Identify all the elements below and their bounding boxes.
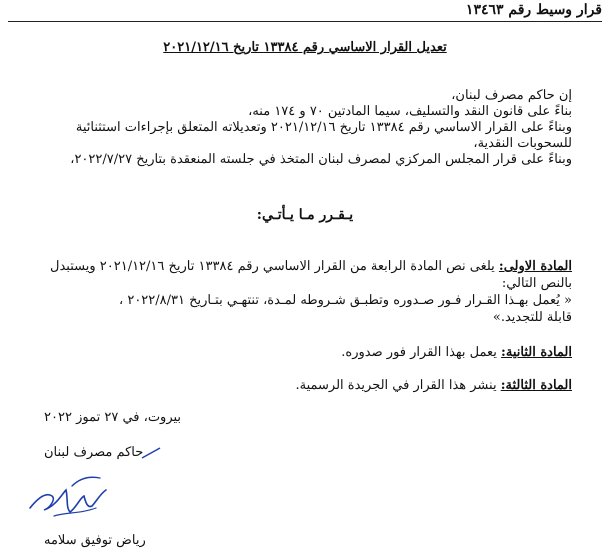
article-1-heading: المادة الاولى: — [498, 259, 572, 274]
article-3-heading: المادة الثالثة: — [500, 378, 572, 393]
article-1-line-3: « يُعمل بهـذا القـرار فـور صـدوره وتطبـق شـروطه لمـدة، تنتهـي بتـاريخ ٢٠٢٢/٨/٣١ ، — [119, 293, 572, 308]
decides-heading: يـقـرر مـا يـأتـي: — [256, 207, 354, 223]
decision-subtitle — [0, 40, 610, 56]
preamble-line-1: إن حاكم مصرف لبنان، — [451, 88, 572, 103]
article-2 — [341, 345, 572, 361]
article-3 — [295, 378, 572, 394]
article-3-text: ينشر هذا القرار في الجريدة الرسمية. — [295, 378, 497, 393]
article-1-line-2: بالنص التالي: — [501, 276, 572, 291]
decision-title: قرار وسيط رقم ١٣٤٦٣ — [465, 2, 602, 18]
preamble-line-2: بناءً على قانون النقد والتسليف، سيما المادتين ٧٠ و ١٧٤ منه، — [248, 104, 572, 119]
article-2-text: يعمل بهذا القرار فور صدوره. — [341, 345, 497, 360]
place-date: بيروت، في ٢٧ تموز ٢٠٢٢ — [44, 410, 182, 425]
signatory-title: حاكم مصرف لبنان — [44, 445, 144, 460]
article-2-heading: المادة الثانية: — [501, 345, 572, 360]
preamble-line-3: وبناءً على القرار الاساسي رقم ١٣٣٨٤ تاريخ ٢٠٢١/١٢/١٦ وتعديلاته المتعلق بإجراءات استثنائية — [75, 120, 572, 135]
article-1-text: يلغى نص المادة الرابعة من القرار الاساسي رقم ١٣٣٨٤ تاريخ ٢٠٢١/١٢/١٦ ويستبدل — [50, 259, 495, 274]
signatory-name: رياض توفيق سلامه — [44, 533, 146, 548]
preamble-line-5: وبناءً على قرار المجلس المركزي لمصرف لبنان المتخذ في جلسته المنعقدة بتاريخ ٢٠٢٢/٧/٢٧، — [70, 152, 572, 167]
signature-tick-icon — [140, 446, 162, 460]
subtitle-text: تعديل القرار الاساسي رقم ١٣٣٨٤ تاريخ ٢٠٢١/١٢/١٦ — [163, 40, 447, 55]
handwritten-signature — [26, 468, 116, 526]
article-1-line-1 — [50, 259, 572, 275]
preamble-line-4: للسحوبات النقدية، — [473, 136, 572, 151]
header-divider — [8, 21, 602, 22]
article-1-line-4: قابلة للتجديد.» — [492, 310, 572, 325]
